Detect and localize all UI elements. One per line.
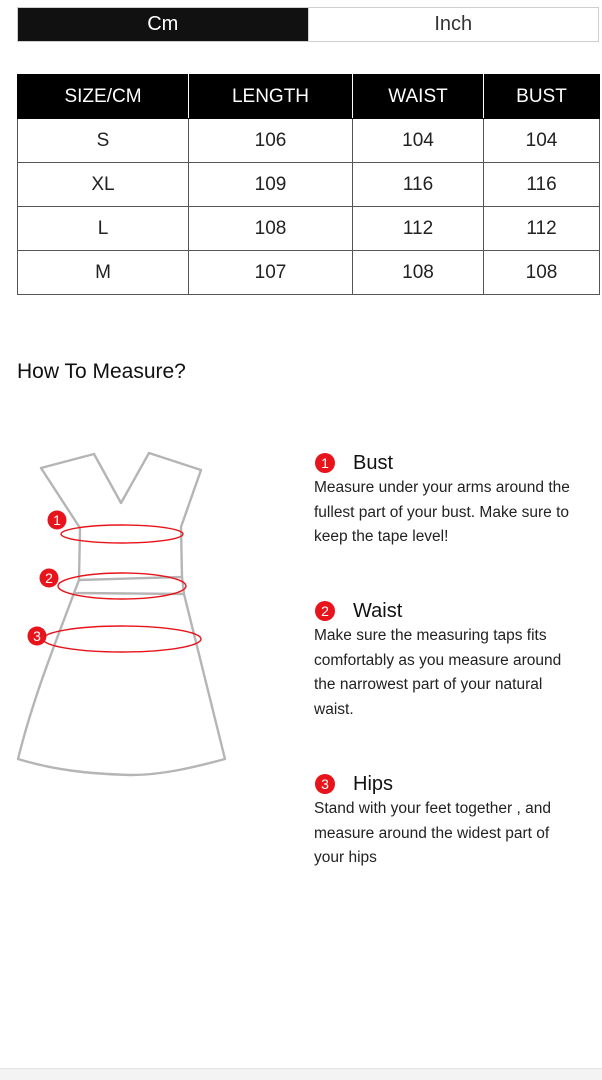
cell-length: 106 bbox=[189, 119, 353, 163]
unit-tab-inch[interactable]: Inch bbox=[308, 8, 599, 41]
cell-length: 108 bbox=[189, 207, 353, 251]
desc-line: Measure under your arms around the bbox=[314, 479, 570, 496]
size-table bbox=[17, 74, 600, 295]
measure-item-hips bbox=[314, 771, 599, 871]
measure-header bbox=[314, 450, 599, 476]
measure-title: Hips bbox=[353, 772, 394, 795]
diagram-marker-3: 3 bbox=[33, 628, 41, 644]
cell-size: XL bbox=[18, 163, 189, 207]
cell-size: M bbox=[18, 251, 189, 295]
bottom-divider bbox=[0, 1068, 602, 1080]
table-row bbox=[18, 119, 600, 163]
measure-description bbox=[314, 624, 599, 722]
desc-line: the narrowest part of your natural bbox=[314, 676, 543, 693]
unit-tab-cm[interactable]: Cm bbox=[18, 8, 308, 41]
desc-line: keep the tape level! bbox=[314, 528, 449, 545]
measure-title: Bust bbox=[353, 451, 394, 474]
diagram-marker-1: 1 bbox=[53, 512, 61, 528]
number-badge-icon: 2 bbox=[315, 601, 335, 621]
measure-item-bust bbox=[314, 450, 599, 550]
column-header-size: SIZE/CM bbox=[18, 75, 189, 119]
desc-line: your hips bbox=[314, 849, 377, 866]
cell-bust: 104 bbox=[484, 119, 600, 163]
how-to-measure-title: How To Measure? bbox=[17, 360, 186, 383]
column-header-waist: WAIST bbox=[353, 75, 484, 119]
table-row bbox=[18, 207, 600, 251]
number-badge-icon: 3 bbox=[315, 774, 335, 794]
cell-length: 107 bbox=[189, 251, 353, 295]
diagram-marker-2: 2 bbox=[45, 570, 53, 586]
dress-outline-icon bbox=[14, 444, 244, 784]
table-row bbox=[18, 163, 600, 207]
desc-line: Stand with your feet together , and bbox=[314, 800, 551, 817]
cell-bust: 116 bbox=[484, 163, 600, 207]
number-badge-icon: 1 bbox=[315, 453, 335, 473]
desc-line: measure around the widest part of bbox=[314, 824, 550, 842]
column-header-bust: BUST bbox=[484, 75, 600, 119]
measure-header bbox=[314, 771, 599, 797]
cell-length: 109 bbox=[189, 163, 353, 207]
cell-size: S bbox=[18, 119, 189, 163]
desc-line: fullest part of your bust. Make sure to bbox=[314, 503, 570, 521]
measure-description bbox=[314, 797, 599, 871]
cell-bust: 112 bbox=[484, 207, 600, 251]
cell-size: L bbox=[18, 207, 189, 251]
desc-line: Make sure the measuring taps fits bbox=[314, 627, 547, 644]
measure-item-waist bbox=[314, 598, 599, 722]
measure-description bbox=[314, 476, 599, 550]
measure-title: Waist bbox=[353, 599, 403, 622]
cell-waist: 116 bbox=[353, 163, 484, 207]
table-header-row bbox=[18, 75, 600, 119]
cell-bust: 108 bbox=[484, 251, 600, 295]
desc-line: waist. bbox=[314, 700, 354, 718]
desc-line: comfortably as you measure around bbox=[314, 651, 562, 669]
cell-waist: 108 bbox=[353, 251, 484, 295]
unit-toggle bbox=[17, 7, 599, 42]
table-row bbox=[18, 251, 600, 295]
cell-waist: 112 bbox=[353, 207, 484, 251]
cell-waist: 104 bbox=[353, 119, 484, 163]
measure-header bbox=[314, 598, 599, 624]
column-header-length: LENGTH bbox=[189, 75, 353, 119]
